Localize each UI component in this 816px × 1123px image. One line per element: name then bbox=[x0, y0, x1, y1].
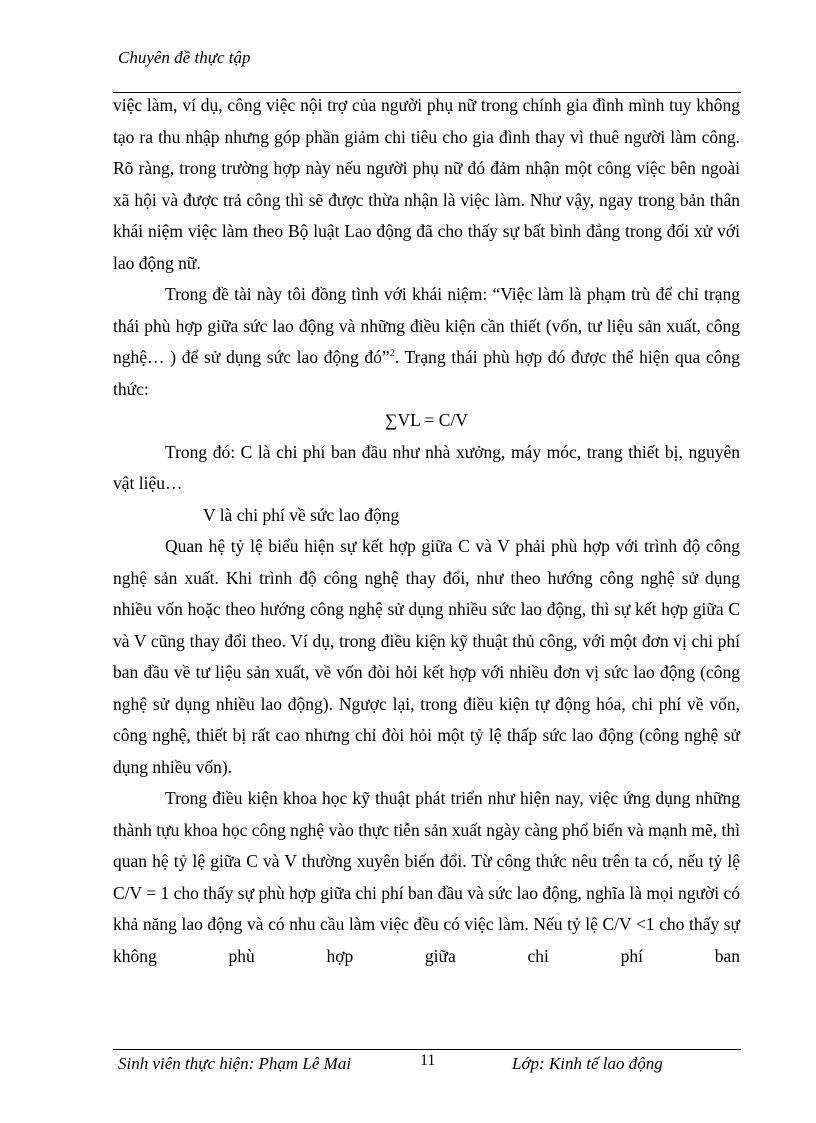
page-number: 11 bbox=[420, 1052, 436, 1069]
footer-student: Sinh viên thực hiện: Phạm Lê Mai bbox=[118, 1054, 352, 1073]
paragraph-4: Quan hệ tỷ lệ biểu hiện sự kết hợp giữa C và V phải phù hợp với trình độ công nghệ sản xuất. Khi trình độ công nghệ thay đổi, như theo hướng công nghệ sử dụng nhiều vốn hoặc theo hướng công nghệ sử dụng nhiều sức lao động, thì sự kết hợp giữa C và V cũng thay đổi theo. Ví dụ, trong điều kiện kỹ thuật thủ công, với một đơn vị chi phí ban đầu về tư liệu sản xuất, về vốn đòi hỏi kết hợp với nhiều đơn vị sức lao động (công nghệ sử dụng nhiều lao động). Ngược lại, trong điều kiện tự động hóa, chi phí về vốn, công nghệ, thiết bị rất cao nhưng chỉ đòi hỏi một tỷ lệ thấp sức lao động (công nghệ sử dụng nhiều vốn). bbox=[113, 536, 740, 777]
footnote-ref: 2 bbox=[389, 348, 395, 360]
paragraph-5: Trong điều kiện khoa học kỹ thuật phát triển như hiện nay, việc ứng dụng những thành tựu khoa học công nghệ vào thực tiễn sản xuất ngày càng phổ biến và mạnh mẽ, thì quan hệ tỷ lệ giữa C và V thường xuyên biến đổi. Từ công thức nêu trên ta có, nếu tỷ lệ C/V = 1 cho thấy sự phù hợp giữa chi phí ban đầu và sức lao động, nghĩa là mọi người có khả năng lao động và có nhu cầu làm việc đều có việc làm. Nếu tỷ lệ C/V <1 cho thấy sự không phù hợp giữa chi phí ban bbox=[113, 788, 740, 966]
formula: ∑VL = C/V bbox=[385, 410, 468, 430]
page-header-title: Chuyên đề thực tập bbox=[118, 48, 251, 67]
paragraph-2-tail: . Trạng thái phù hợp đó được thể hiện qua công thức: bbox=[113, 347, 740, 399]
paragraph-2 bbox=[113, 279, 740, 405]
paragraph-1: việc làm, ví dụ, công việc nội trợ của người phụ nữ trong chính gia đình mình tuy không tạo ra thu nhập nhưng góp phần giảm chi tiêu cho gia đình thay vì thuê người làm công. Rõ ràng, trong trường hợp này nếu người phụ nữ đó đảm nhận một công việc bên ngoài xã hội và được trả công thì sẽ được thừa nhận là việc làm. Như vậy, ngay trong bản thân khái niệm việc làm theo Bộ luật Lao động đã cho thấy sự bất bình đẳng trong đối xử với lao động nữ. bbox=[113, 95, 740, 273]
footer-class: Lớp: Kinh tế lao động bbox=[512, 1054, 663, 1073]
paragraph-2-text: Trong đề tài này tôi đồng tình với khái niệm: “Việc làm là phạm trù để chỉ trạng thái phù hợp giữa sức lao động và những điều kiện cần thiết (vốn, tư liệu sản xuất, công nghệ… ) để sử dụng sức lao động đó” bbox=[113, 284, 740, 367]
paragraph-3: Trong đó: C là chi phí ban đầu như nhà xưởng, máy móc, trang thiết bị, nguyên vật liệu… bbox=[113, 441, 740, 493]
document-body bbox=[113, 90, 740, 972]
paragraph-3-v-definition: V là chi phí về sức lao động bbox=[203, 504, 400, 525]
footer-divider bbox=[113, 1049, 741, 1050]
